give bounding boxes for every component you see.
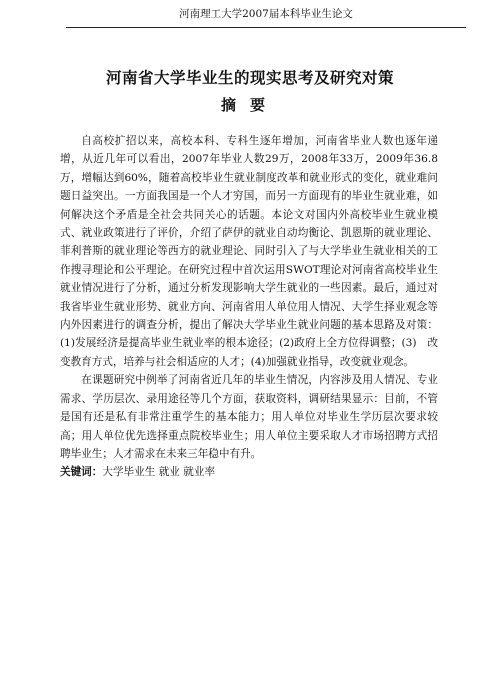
keywords-value: 大学毕业生 就业 就业率 (102, 466, 216, 479)
keywords-label: 关键词： (60, 466, 103, 479)
abstract-paragraph-2: 在课题研究中例举了河南省近几年的毕业生情况，内容涉及用人情况、专业需求、学历层次、录用途径等几个方面，获取资料，调研结果显示：目前，不管是国有还是私有非常注重学生的基本能力；用人单位对毕业生学历层次要求较高；用人单位优先选择重点院校毕业生；用人单位主要采取人才市场招聘方式招聘毕业生；人才需求在未来三年稳中有升。 (60, 374, 438, 460)
abstract-paragraph-1: 自高校扩招以来，高校本科、专科生逐年增加，河南省毕业人数也逐年递增，从近几年可以看出，2007年毕业人数29万，2008年33万，2009年36.8万，增幅达到60%，随着高校毕业生就业制度改革和就业形式的变化，就业难问题日益突出。一方面我国是一个人才穷国，而另一方面现有的毕业生就业难，如何解决这个矛盾是全社会共同关心的话题。本论文对国内外高校毕业生就业模式、就业政策进行了评价，介绍了萨伊的就业自动均衡论、凯恩斯的就业理论、菲利普斯的就业理论等西方的就业理论、同时引入了与大学毕业生就业相关的工作搜寻理论和公平理论。在研究过程中首次运用SWOT理论对河南省高校毕业生就业情况进行了分析，通过分析发现影响大学生就业的一些因素。最后，通过对我省毕业生就业形势、就业方向、河南省用人单位用人情况、大学生择业观念等内外因素进行的调查分析，提出了解决大学毕业生就业问题的基本思路及对策：(1)发展经济是提高毕业生就业率的根本途径；(2)政府上全方位得调整；(3) 改变教育方式，培养与社会相适应的人才；(4)加强就业指导，改变就业观念。 (60, 135, 438, 368)
abstract-body (60, 132, 438, 482)
paper-title: 河南省大学毕业生的现实思考及研究对策 (105, 68, 394, 87)
running-header: 河南理工大学2007届本科毕业生论文 (66, 6, 466, 28)
abstract-heading: 摘要 (220, 96, 279, 114)
keywords-line (60, 463, 438, 481)
